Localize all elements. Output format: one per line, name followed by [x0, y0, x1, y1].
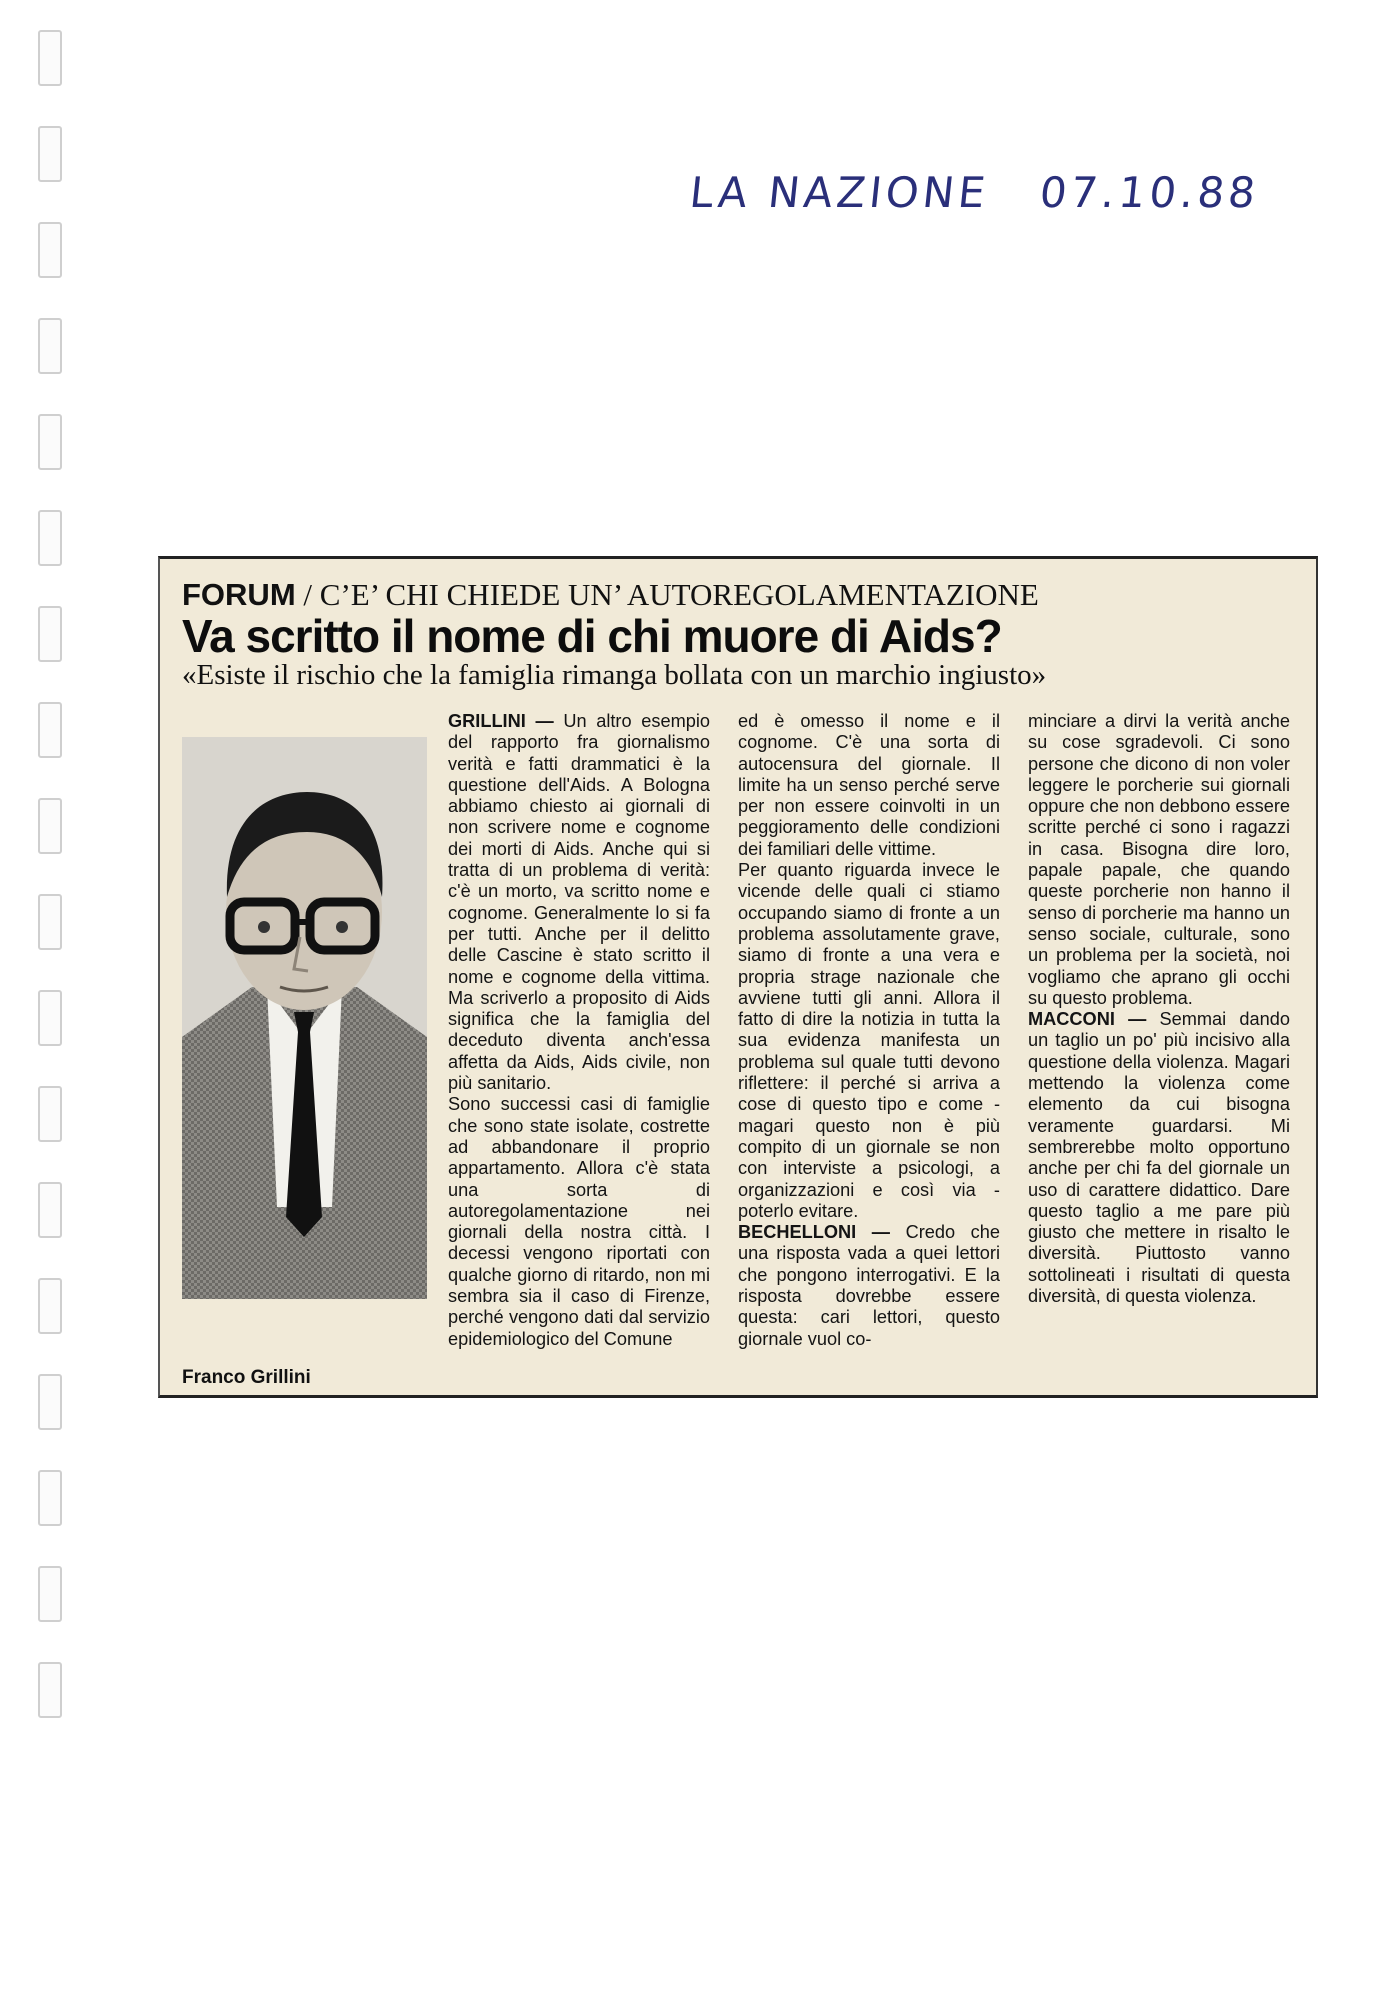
- binder-hole: [38, 702, 62, 758]
- paragraph: [738, 1222, 1000, 1350]
- binder-hole: [38, 990, 62, 1046]
- paragraph: [738, 860, 1000, 1222]
- paragraph-text: ed è omesso il nome e il cognome. C'è una sorta di autocensura del giornale. Il limite ha un senso perché serve per non essere coinvolti in un peggioramento delle condizioni dei familiari delle vittime.: [738, 711, 1000, 859]
- paragraph-text: Un altro esempio del rapporto fra giornalismo verità e fatti drammatici è la questione dell'Aids. A Bologna abbiamo chiesto ai giornali di non scrivere nome e cognome dei morti di Aids. Anche qui si tratta di un problema di verità: c'è un morto, va scritto nome e cognome. Generalmente lo si fa per tutti. Anche per il delitto delle Cascine è stato scritto il nome e cognome della vittima. Ma scriverlo a proposito di Aids significa che la famiglia del deceduto diventa anch'essa affetta da Aids, Aids civile, non più sanitario.: [448, 711, 711, 1094]
- binder-hole: [38, 1566, 62, 1622]
- binder-hole: [38, 798, 62, 854]
- paragraph: [448, 711, 710, 1094]
- binder-hole: [38, 318, 62, 374]
- kicker-separator: /: [303, 577, 313, 612]
- binder-hole: [38, 1086, 62, 1142]
- newspaper-clipping: [158, 556, 1318, 1398]
- paragraph: [448, 1094, 710, 1350]
- binder-hole: [38, 1278, 62, 1334]
- handwritten-date: 07.10.88: [1037, 168, 1262, 217]
- paragraph: [1028, 711, 1290, 1009]
- paragraph-text: Credo che una risposta vada a quei lettori che pongono interrogativi. E la risposta dovrebbe essere questa: cari lettori, questo giornale vuol co-: [738, 1222, 1000, 1349]
- kicker-text: C’E’ CHI CHIEDE UN’ AUTOREGOLAMENTAZIONE: [319, 577, 1039, 612]
- speaker-name: MACCONI —: [1028, 1009, 1160, 1030]
- binder-hole: [38, 1374, 62, 1430]
- binder-hole: [38, 510, 62, 566]
- kicker-label: FORUM: [182, 577, 296, 612]
- binder-hole: [38, 1470, 62, 1526]
- paragraph-text: Per quanto riguarda invece le vicende delle quali ci stiamo occupando siamo di fronte a un problema assolutamente grave, siamo di fronte a una vera e propria strage nazionale che avviene tutti gli anni. Allora il fatto di dire la notizia in tutta la sua evidenza manifesta un problema sul quale tutti devono riflettere: il perché si arriva a cose di questo tipo e come - magari questo non è più compito di un giornale se non con interviste a psicologi, a organizzazioni e così via - poterlo evitare.: [738, 860, 1000, 1221]
- paragraph-text: minciare a dirvi la verità anche su cose sgradevoli. Ci sono persone che dicono di non voler leggere le porcherie sui giornali oppure che non debbono essere scritte perché ci sono i ragazzi in casa. Bisogna dire loro, papale papale, che quando queste porcherie non hanno il senso di porcherie ma hanno un senso sociale, culturale, sono un problema per la società, noi vogliamo che aprano gli occhi su questo problema.: [1028, 711, 1290, 1008]
- binder-hole: [38, 126, 62, 182]
- binder-hole: [38, 606, 62, 662]
- photo-caption: Franco Grillini: [182, 1367, 311, 1388]
- article-headline: Va scritto il nome di chi muore di Aids?: [182, 610, 1002, 662]
- speaker-name: GRILLINI —: [448, 711, 564, 731]
- paragraph-text: Sono successi casi di famiglie che sono state isolate, costrette ad abbandonare il proprio appartamento. Allora c'è stata una sorta di autoregolamentazione nei giornali della nostra città. I decessi vengono riportati con qualche giorno di ritardo, non mi sembra sia il caso di Firenze, perché vengono dati dal servizio epidemiologico del Comune: [448, 1094, 710, 1349]
- binder-strip: [0, 0, 70, 2000]
- binder-hole: [38, 30, 62, 86]
- paragraph: [738, 711, 1000, 860]
- paragraph-text: Semmai dando un taglio un po' più incisivo alla questione della violenza. Magari mettendo la violenza come elemento da cui bisogna veramente guardarsi. Mi sembrerebbe molto opportuno anche per chi fa del giornale un uso di carattere didattico. Dare questo taglio a me pare più giusto che mettere in risalto le diversità. Piuttosto vanno sottolineati i risultati di questa diversità, di questa violenza.: [1028, 1009, 1290, 1307]
- article-subheadline: «Esiste il rischio che la famiglia rimanga bollata con un marchio ingiusto»: [182, 659, 1047, 691]
- article-column-3: [1028, 711, 1290, 1307]
- article-kicker: [182, 577, 1039, 613]
- binder-hole: [38, 414, 62, 470]
- binder-hole: [38, 894, 62, 950]
- binder-hole: [38, 1662, 62, 1718]
- portrait-photo: [182, 737, 427, 1299]
- article-column-2: [738, 711, 1000, 1350]
- paragraph: [1028, 1009, 1290, 1307]
- article-column-1: [448, 711, 710, 1350]
- portrait-illustration: [182, 737, 427, 1299]
- binder-hole: [38, 1182, 62, 1238]
- handwritten-source: LA NAZIONE: [687, 168, 992, 217]
- speaker-name: BECHELLONI —: [738, 1222, 906, 1243]
- binder-hole: [38, 222, 62, 278]
